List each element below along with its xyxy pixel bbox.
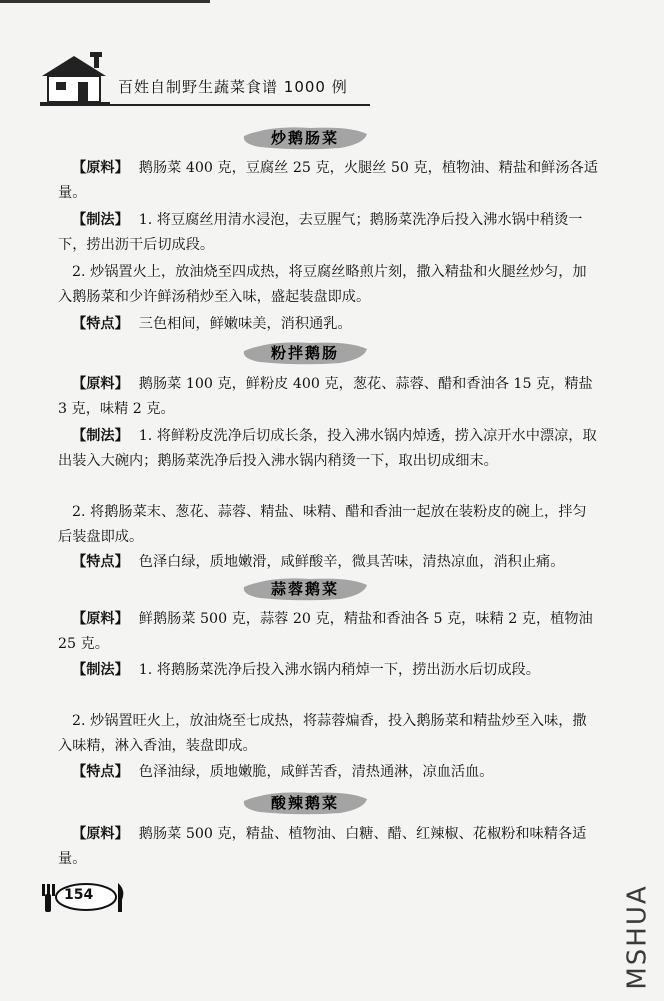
ingredients-paragraph xyxy=(58,372,598,422)
method-step-2: 2. 将鹅肠菜末、葱花、蒜蓉、精盐、味精、醋和香油一起放在装粉皮的碗上，拌匀后装盘即成。 xyxy=(58,504,587,545)
recipe-title: 蒜蓉鹅菜 xyxy=(270,579,339,598)
method-label: 【制法】 xyxy=(72,428,129,444)
method-step-1: 1. 将豆腐丝用清水浸泡，去豆腥气；鹅肠菜洗净后投入沸水锅中稍烫一下，捞出沥干后切成段。 xyxy=(58,212,583,253)
ingredients-label: 【原料】 xyxy=(72,376,129,392)
ingredients-text: 鹅肠菜 100 克，鲜粉皮 400 克，葱花、蒜蓉、醋和香油各 15 克，精盐 3 克，味精 2 克。 xyxy=(58,376,593,417)
header-rule xyxy=(40,104,370,106)
features-paragraph xyxy=(58,550,598,575)
recipe-title-banner xyxy=(240,122,370,152)
method-step-1: 1. 将鲜粉皮洗净后切成长条，投入沸水锅内焯透，捞入凉开水中漂凉，取出装入大碗内；鹅肠菜洗净后投入沸水锅内稍烫一下，取出切成细末。 xyxy=(58,428,597,469)
method-paragraph xyxy=(58,424,598,474)
ingredients-label: 【原料】 xyxy=(72,160,129,176)
method-step-2: 2. 炒锅置旺火上，放油烧至七成热，将蒜蓉煸香，投入鹅肠菜和精盐炒至入味，撒入味精，淋入香油，装盘即成。 xyxy=(58,713,587,754)
ingredients-label: 【原料】 xyxy=(72,611,129,627)
ingredients-paragraph xyxy=(58,156,598,206)
page-number-badge xyxy=(38,880,128,914)
recipe-title-banner xyxy=(240,787,370,817)
method-step-2: 2. 炒锅置火上，放油烧至四成热，将豆腐丝略煎片刻，撒入精盐和火腿丝炒匀，加入鹅肠菜和少许鲜汤稍炒至入味，盛起装盘即成。 xyxy=(58,264,587,305)
method-label: 【制法】 xyxy=(72,212,129,228)
method-step-1: 1. 将鹅肠菜洗净后投入沸水锅内稍焯一下，捞出沥水后切成段。 xyxy=(138,662,540,678)
method-paragraph xyxy=(58,208,598,258)
features-text: 色泽白绿，质地嫩滑，咸鲜酸辛，微具苦味，清热凉血，消积止痛。 xyxy=(138,554,565,570)
features-text: 色泽油绿，质地嫩脆，咸鲜苦香，清热通淋，凉血活血。 xyxy=(138,764,494,780)
page-number: 154 xyxy=(64,887,94,903)
ingredients-text: 鹅肠菜 400 克，豆腐丝 25 克，火腿丝 50 克，植物油、精盐和鲜汤各适量。 xyxy=(58,160,598,201)
book-title: 百姓自制野生蔬菜食谱 1000 例 xyxy=(118,78,348,96)
features-paragraph xyxy=(58,312,598,337)
ingredients-paragraph xyxy=(58,607,598,657)
recipe-title: 炒鹅肠菜 xyxy=(270,128,339,147)
ingredients-paragraph xyxy=(58,822,598,872)
method-paragraph xyxy=(58,658,598,683)
recipe-title: 酸辣鹅菜 xyxy=(270,793,339,812)
recipe-title-banner xyxy=(240,573,370,603)
features-label: 【特点】 xyxy=(72,554,129,570)
page-header xyxy=(40,50,640,110)
ingredients-text: 鹅肠菜 500 克，精盐、植物油、白糖、醋、红辣椒、花椒粉和味精各适量。 xyxy=(58,826,587,867)
recipe-title-banner xyxy=(240,337,370,367)
ingredients-label: 【原料】 xyxy=(72,826,129,842)
features-label: 【特点】 xyxy=(72,764,129,780)
recipe-title: 粉拌鹅肠 xyxy=(270,343,339,362)
house-icon xyxy=(40,50,110,106)
watermark xyxy=(618,882,658,992)
features-paragraph xyxy=(58,760,598,785)
top-edge-line xyxy=(0,0,210,3)
features-label: 【特点】 xyxy=(72,316,129,332)
ingredients-text: 鲜鹅肠菜 500 克，蒜蓉 20 克，精盐和香油各 5 克，味精 2 克，植物油 25 克。 xyxy=(58,611,593,652)
watermark-text: MSHUA xyxy=(623,884,653,990)
features-text: 三色相间，鲜嫩味美，消积通乳。 xyxy=(138,316,352,332)
method-label: 【制法】 xyxy=(72,662,129,678)
